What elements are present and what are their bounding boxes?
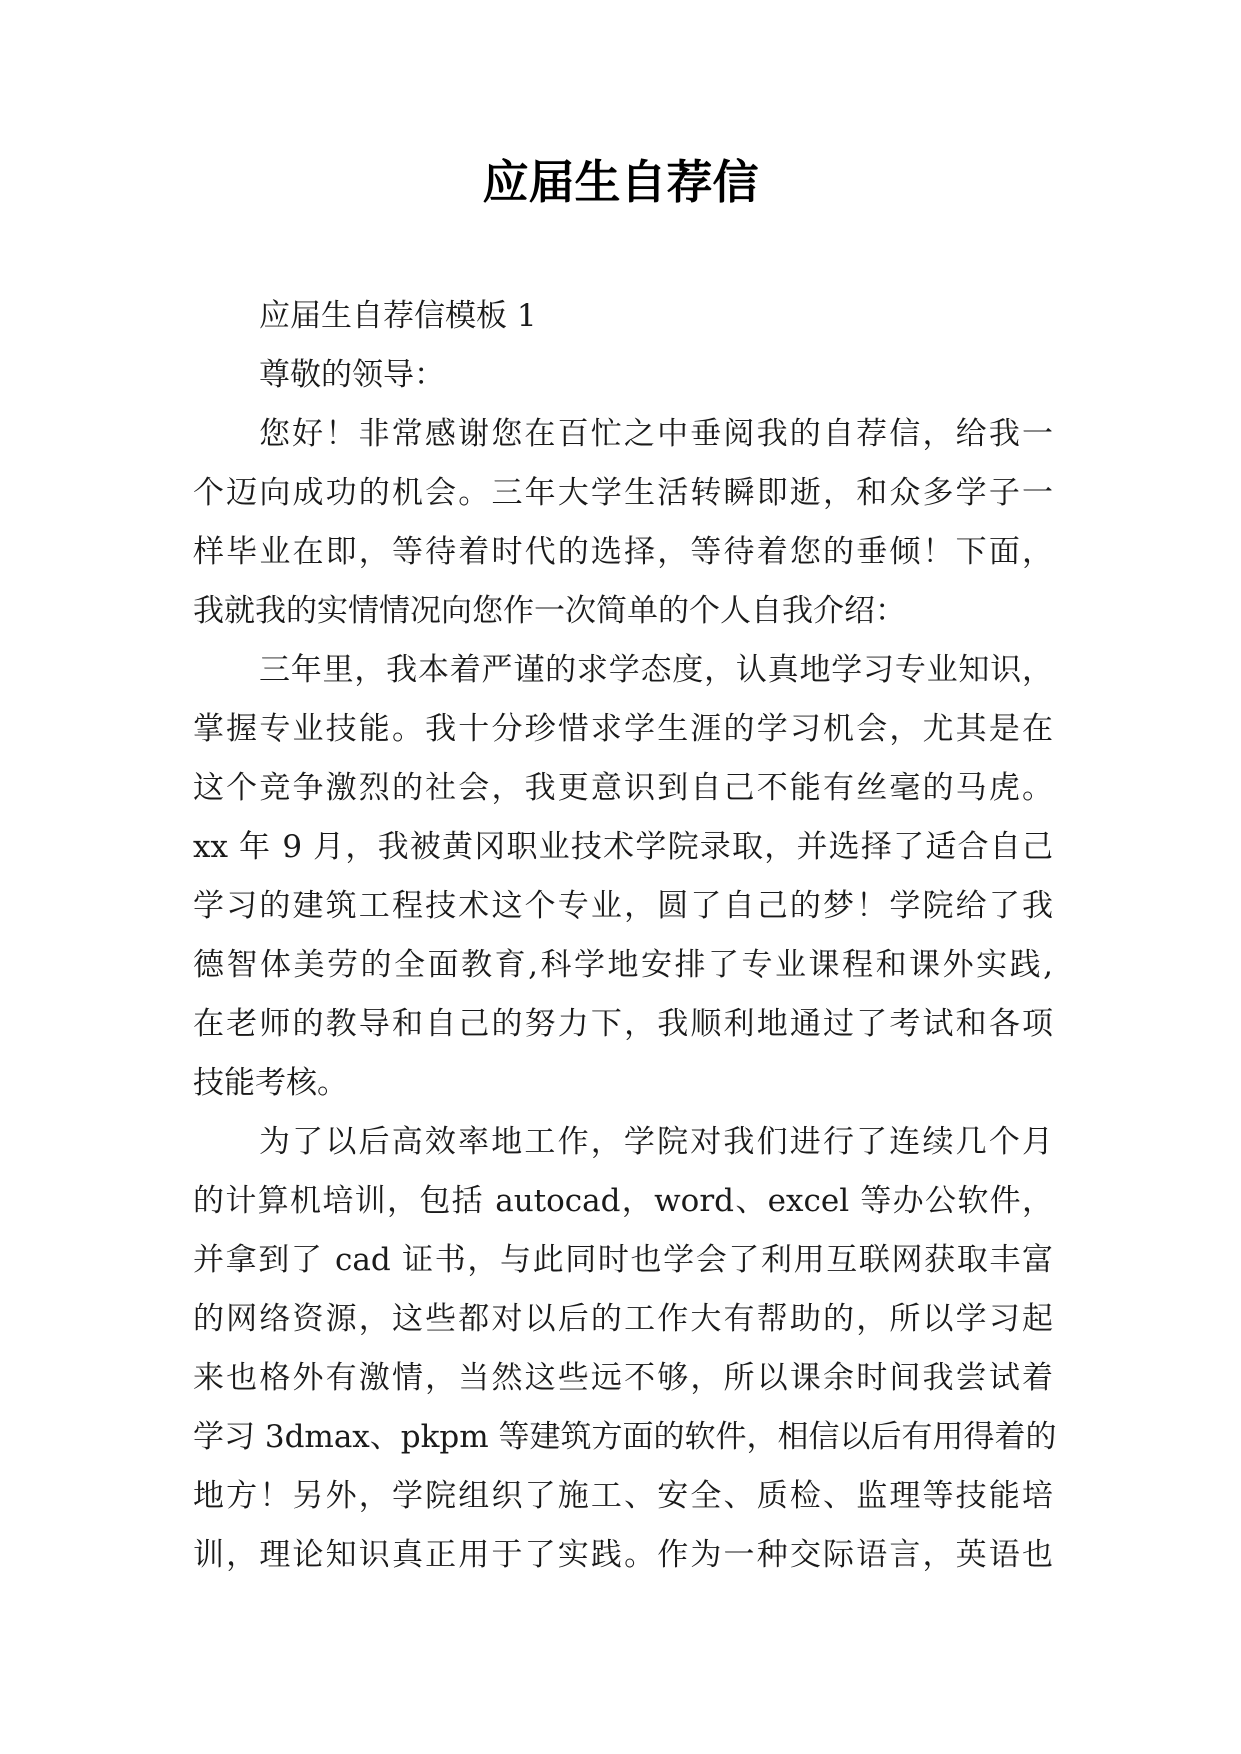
text-line: 地方！另外，学院组织了施工、安全、质检、监理等技能培: [193, 1478, 1053, 1514]
text-line: 个迈向成功的机会。三年大学生活转瞬即逝，和众多学子一: [193, 475, 1053, 511]
text-line: 训，理论知识真正用于了实践。作为一种交际语言，英语也: [193, 1537, 1053, 1573]
text-line: 学习 3dmax、pkpm 等建筑方面的软件，相信以后有用得着的: [193, 1419, 1057, 1455]
text-line: 并拿到了 cad 证书，与此同时也学会了利用互联网获取丰富: [193, 1242, 1053, 1278]
text-line: 应届生自荐信模板 1: [259, 298, 537, 334]
text-line: 三年里，我本着严谨的求学态度，认真地学习专业知识，: [259, 652, 1053, 688]
text-line: 的计算机培训，包括 autocad，word、excel 等办公软件，: [193, 1183, 1053, 1219]
text-line: 为了以后高效率地工作，学院对我们进行了连续几个月: [259, 1124, 1053, 1160]
text-line: 尊敬的领导：: [259, 357, 445, 393]
text-line: 在老师的教导和自己的努力下，我顺利地通过了考试和各项: [193, 1006, 1053, 1042]
text-line: 掌握专业技能。我十分珍惜求学生涯的学习机会，尤其是在: [193, 711, 1053, 747]
document-body: [193, 287, 1057, 1585]
document-title: 应届生自荐信: [482, 155, 759, 209]
text-line: 这个竞争激烈的社会，我更意识到自己不能有丝毫的马虎。: [193, 770, 1053, 806]
text-line: 学习的建筑工程技术这个专业，圆了自己的梦！学院给了我: [193, 888, 1053, 924]
text-line: xx 年 9 月，我被黄冈职业技术学院录取，并选择了适合自己: [193, 829, 1053, 865]
text-line: 德智体美劳的全面教育,科学地安排了专业课程和课外实践,: [193, 947, 1053, 983]
text-line: 您好！非常感谢您在百忙之中垂阅我的自荐信，给我一: [259, 416, 1053, 452]
text-line: 技能考核。: [193, 1065, 348, 1101]
text-line: 的网络资源，这些都对以后的工作大有帮助的，所以学习起: [193, 1301, 1053, 1337]
text-line: 来也格外有激情，当然这些远不够，所以课余时间我尝试着: [193, 1360, 1053, 1396]
text-line: 样毕业在即，等待着时代的选择，等待着您的垂倾！下面，: [193, 534, 1053, 570]
text-line: 我就我的实情情况向您作一次简单的个人自我介绍：: [193, 593, 906, 629]
